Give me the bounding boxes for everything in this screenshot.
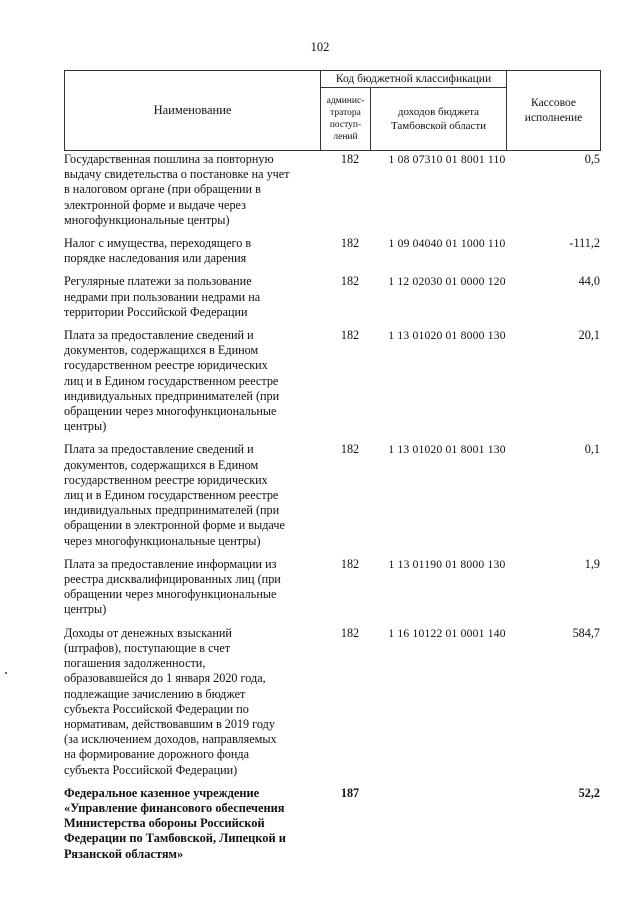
- table-header: [64, 70, 601, 151]
- column-header-admin-line: поступ-: [329, 120, 362, 130]
- row-income-code: 1 09 04040 01 1000 110: [388, 237, 506, 251]
- row-name-line: субъекта Российской Федерации): [64, 762, 238, 777]
- row-name-line: (за исключением доходов, направляемых: [64, 732, 277, 747]
- row-admin-code: 182: [340, 328, 360, 343]
- row-name: [64, 786, 306, 862]
- row-name: [64, 236, 306, 266]
- row-admin-code: 182: [340, 625, 360, 640]
- row-name-line: недрами при пользовании недрами на: [64, 289, 261, 304]
- row-name-line: обращении через многофункциональные: [64, 587, 277, 602]
- row-income-code: 1 12 02030 01 0000 120: [388, 275, 506, 289]
- row-name-line: Рязанской областям»: [64, 846, 184, 861]
- row-name-line: Плата за предоставление сведений и: [64, 442, 254, 457]
- column-header-income-line: доходов бюджета: [397, 106, 480, 118]
- row-admin-code: 182: [340, 274, 360, 289]
- row-name-line: (штрафов), поступающие в счет: [64, 640, 231, 655]
- row-name-line: документов, содержащихся в Едином: [64, 343, 259, 358]
- row-name-line: лиц и в Едином государственном реестре: [64, 488, 279, 503]
- row-admin-code: 182: [340, 442, 360, 457]
- row-name-line: Регулярные платежи за пользование: [64, 274, 252, 289]
- row-name-line: Министерства обороны Российской: [64, 816, 265, 831]
- page-number: 102: [310, 40, 330, 54]
- column-header-cash-line: Кассовое: [531, 96, 576, 109]
- table-row: [64, 626, 600, 778]
- row-income-code: 1 13 01020 01 8000 130: [388, 329, 506, 343]
- row-name-line: «Управление финансового обеспечения: [64, 800, 285, 815]
- row-name-line: электронной форме и выдаче через: [64, 197, 246, 212]
- table-row: [64, 152, 600, 228]
- row-name-line: центры): [64, 602, 107, 617]
- table-row: [64, 274, 600, 320]
- row-name-line: на формирование дорожного фонда: [64, 747, 249, 762]
- column-header-income-line: Тамбовской области: [390, 120, 487, 132]
- row-name-line: государственном реестре юридических: [64, 472, 268, 487]
- row-admin-code: 182: [340, 236, 360, 251]
- row-name: [64, 152, 306, 228]
- row-name-line: погашения задолженности,: [64, 656, 206, 671]
- row-cash-value: 1,9: [584, 556, 600, 571]
- row-cash-value: 20,1: [578, 328, 600, 343]
- row-income-code: 1 13 01190 01 8000 130: [388, 557, 506, 571]
- row-name: [64, 557, 306, 618]
- row-income-code: 1 13 01020 01 8001 130: [388, 443, 506, 457]
- row-name-line: Налог с имущества, переходящего в: [64, 236, 252, 251]
- row-name-line: лиц и в Едином государственном реестре: [64, 373, 279, 388]
- table-body: [64, 152, 600, 870]
- row-name-line: документов, содержащихся в Едином: [64, 457, 259, 472]
- column-header-cash: [507, 71, 601, 151]
- row-income-code: 1 08 07310 01 8001 110: [388, 153, 506, 166]
- row-income-code: 1 16 10122 01 0001 140: [388, 626, 506, 640]
- row-name-line: образовавшейся до 1 января 2020 года,: [64, 671, 266, 686]
- column-header-income: [371, 88, 507, 151]
- row-name-line: Доходы от денежных взысканий: [64, 625, 232, 640]
- column-header-cash-line: исполнение: [524, 111, 583, 124]
- row-name-line: Плата за предоставление сведений и: [64, 328, 254, 343]
- row-name-line: нормативам, действовавшим в 2019 году: [64, 716, 275, 731]
- row-admin-code: 182: [340, 152, 360, 166]
- row-name-line: обращении через многофункциональные: [64, 404, 277, 419]
- table-row: [64, 236, 600, 266]
- row-name-line: Государственная пошлина за повторную: [64, 152, 274, 166]
- row-name-line: Федеральное казенное учреждение: [64, 785, 260, 800]
- row-name: [64, 274, 306, 320]
- row-name-line: многофункциональные центры): [64, 212, 230, 227]
- row-name-line: Плата за предоставление информации из: [64, 556, 277, 571]
- row-name-line: территории Российской Федерации: [64, 304, 248, 319]
- column-header-admin-line: админис-: [326, 96, 365, 106]
- row-name-line: выдачу свидетельства о постановке на учет: [64, 167, 290, 182]
- table-row: [64, 557, 600, 618]
- row-name-line: государственном реестре юридических: [64, 358, 268, 373]
- row-name-line: через многофункциональные центры): [64, 533, 261, 548]
- row-cash-value: 0,1: [584, 442, 600, 457]
- table-row: [64, 786, 600, 862]
- column-header-admin-line: лений: [333, 132, 358, 142]
- row-admin-code: 187: [340, 785, 360, 800]
- row-name-line: обращении в электронной форме и выдаче: [64, 518, 285, 533]
- row-cash-value: 584,7: [572, 625, 600, 640]
- row-name-line: индивидуальных предпринимателей (при: [64, 503, 280, 518]
- row-name-line: индивидуальных предпринимателей (при: [64, 388, 280, 403]
- scan-speck: [5, 672, 7, 674]
- row-cash-value: 0,5: [584, 152, 600, 166]
- column-header-name: Наименование: [65, 71, 321, 151]
- column-header-admin-line: тратора: [330, 108, 361, 118]
- row-name-line: субъекта Российской Федерации по: [64, 701, 249, 716]
- column-header-admin: [321, 88, 371, 151]
- row-name-line: в налоговом органе (при обращении в: [64, 182, 261, 197]
- row-admin-code: 182: [340, 556, 360, 571]
- row-name-line: порядке наследования или дарения: [64, 251, 247, 266]
- row-name-line: реестра дисквалифицированных лиц (при: [64, 572, 281, 587]
- row-name-line: Федерации по Тамбовской, Липецкой и: [64, 831, 286, 846]
- row-name: [64, 328, 306, 434]
- row-cash-value: -111,2: [569, 236, 600, 251]
- row-name-line: подлежащие зачислению в бюджет: [64, 686, 246, 701]
- row-cash-value: 44,0: [578, 274, 600, 289]
- row-name: [64, 442, 306, 548]
- row-name-line: центры): [64, 419, 107, 434]
- column-header-code-group: Код бюджетной классификации: [321, 71, 507, 88]
- row-cash-value: 52,2: [578, 785, 600, 800]
- row-name: [64, 626, 306, 778]
- table-row: [64, 328, 600, 434]
- table-row: [64, 442, 600, 548]
